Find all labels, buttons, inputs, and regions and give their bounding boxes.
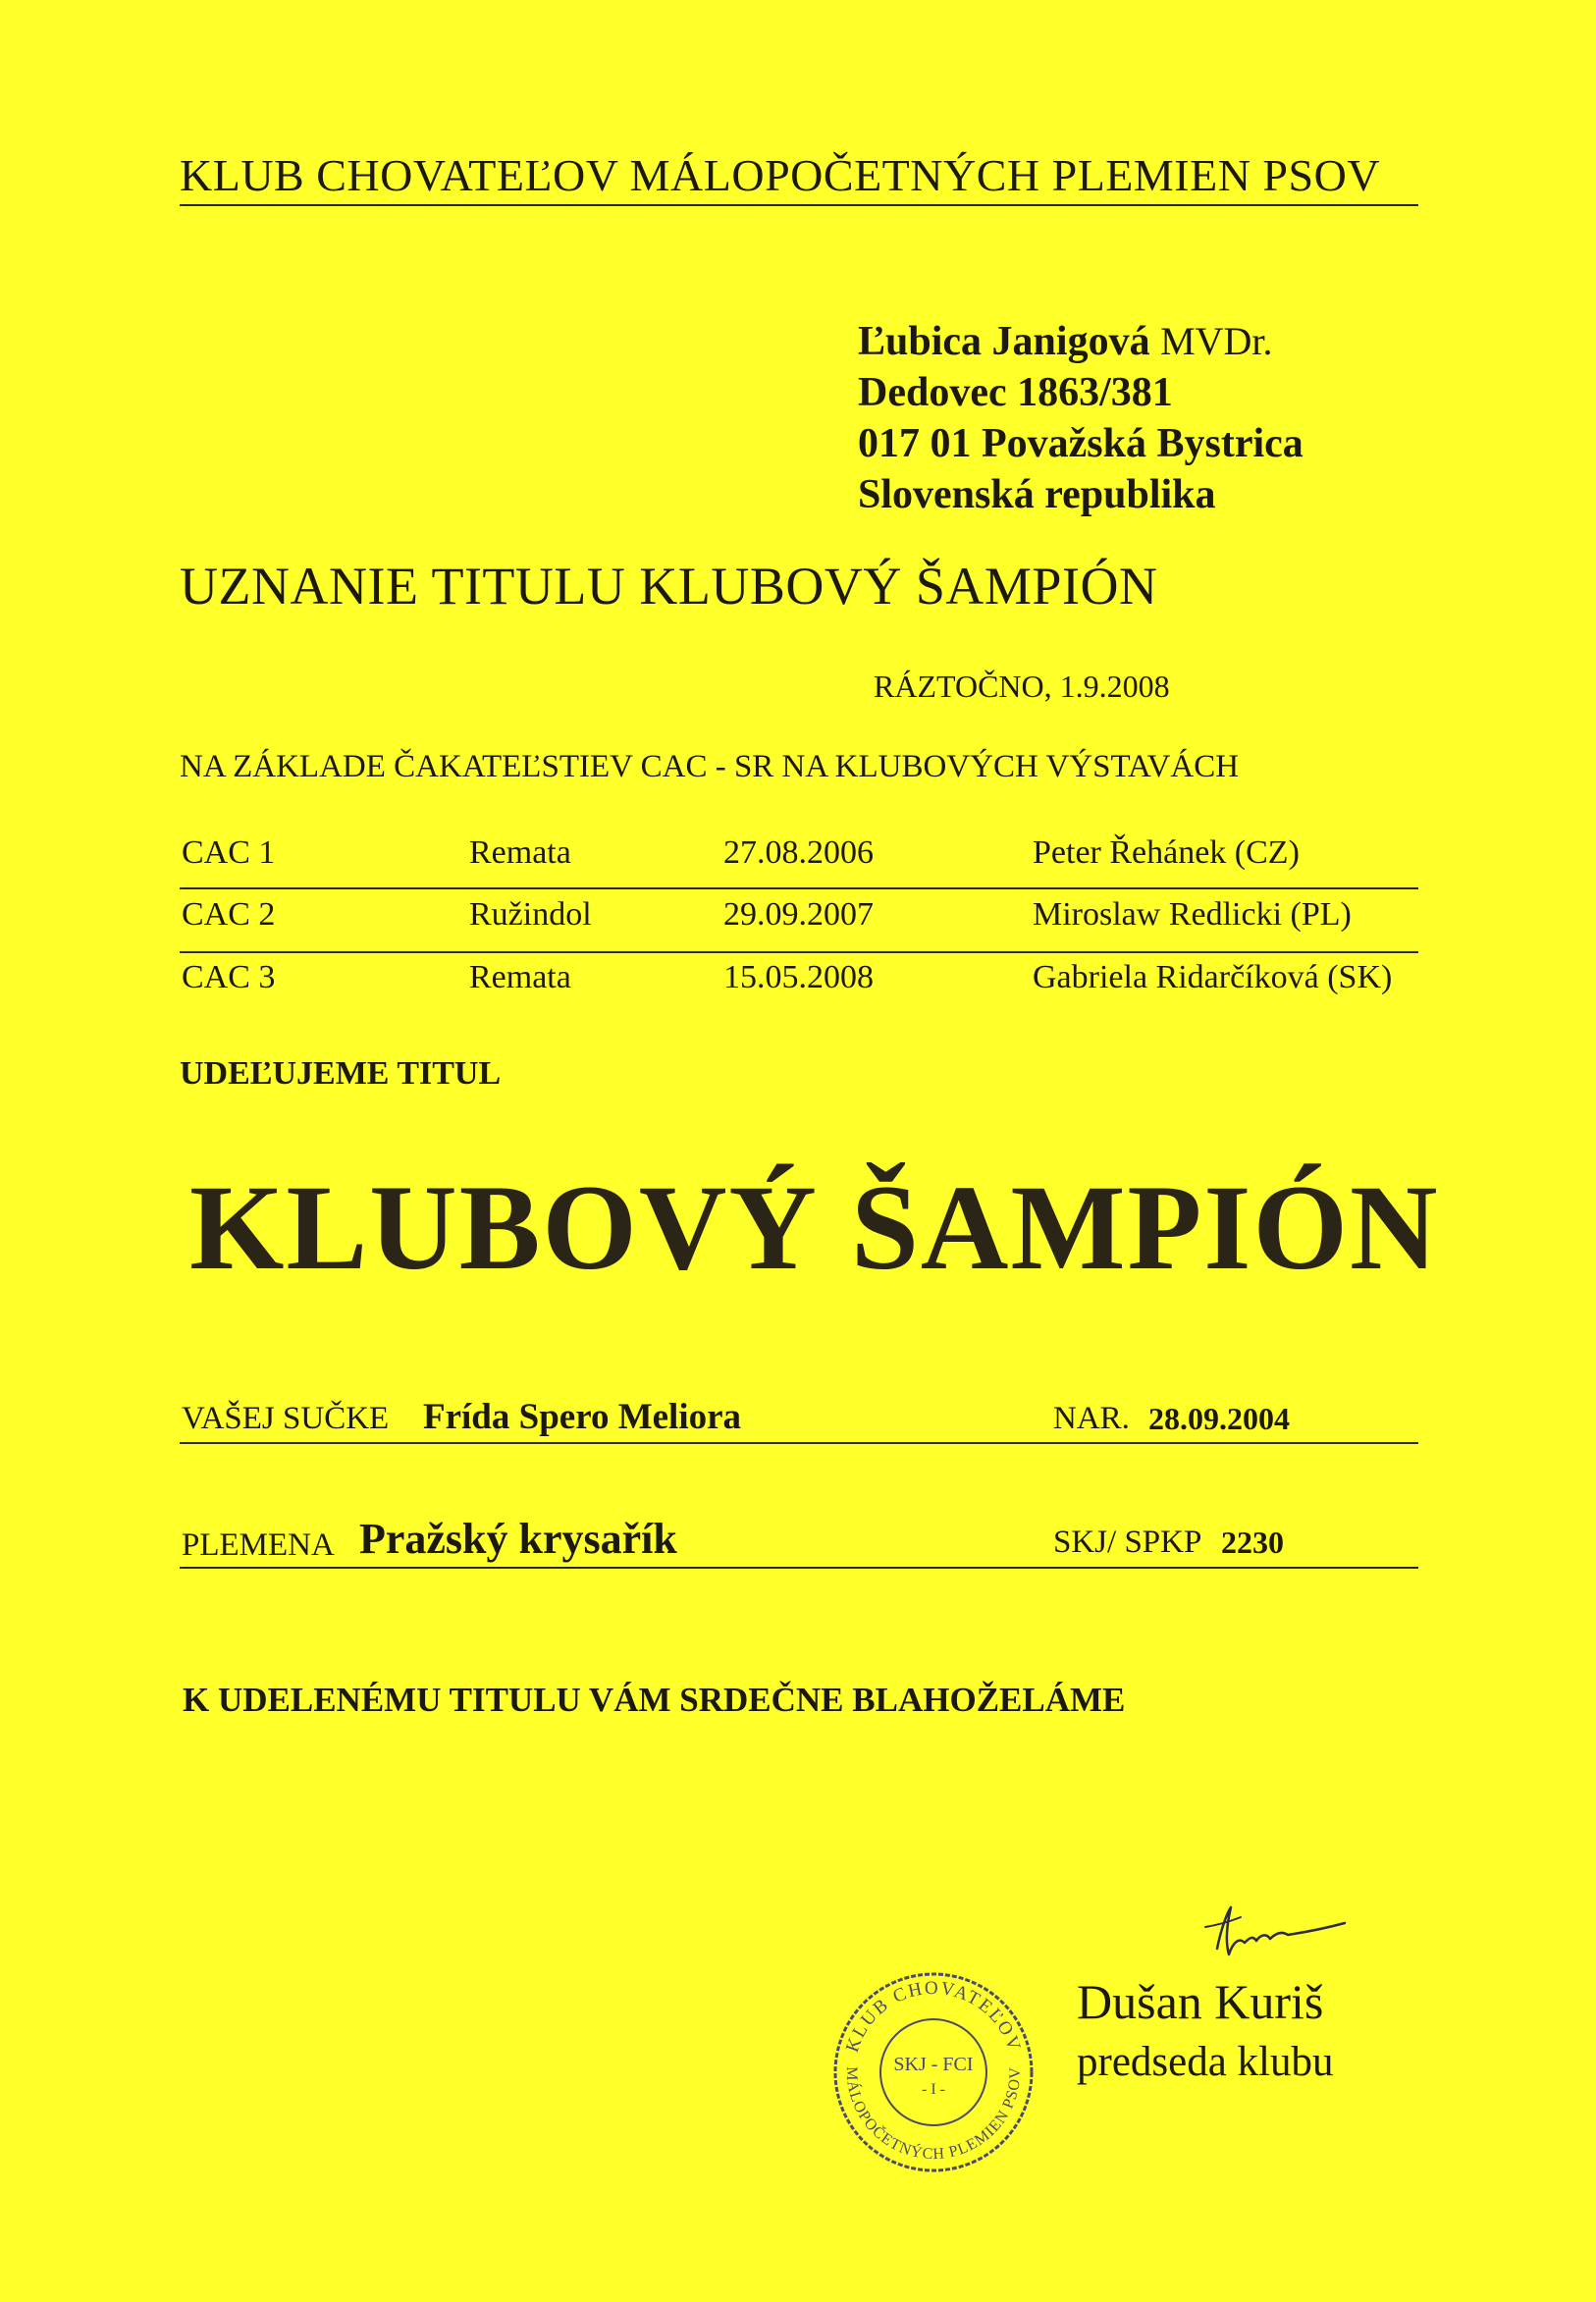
- breed-name: Pražský krysařík: [359, 1515, 677, 1563]
- congratulations-text: K UDELENÉMU TITULU VÁM SRDEČNE BLAHOŽELÁME: [183, 1681, 1126, 1719]
- stamp-center-text: SKJ - FCI: [893, 2054, 974, 2075]
- recipient-name: Ľubica Janigová: [858, 319, 1150, 364]
- born-label: NAR.: [1053, 1401, 1130, 1436]
- cac-judge: Peter Řehánek (CZ): [1033, 834, 1300, 871]
- handwritten-signature: [1197, 1900, 1364, 1973]
- cac-judge: Miroslaw Redlicki (PL): [1033, 896, 1352, 933]
- cac-label: CAC 2: [182, 896, 276, 933]
- recipient-street: Dedovec 1863/381: [858, 370, 1173, 415]
- born-date: 28.09.2004: [1148, 1401, 1290, 1436]
- stamp-bottom-text: MÁLOPOČETNÝCH PLEMIEN PSOV: [842, 2065, 1025, 2164]
- cac-date: 15.05.2008: [723, 959, 874, 995]
- recognition-title: UZNANIE TITULU KLUBOVÝ ŠAMPIÓN: [180, 557, 1158, 616]
- award-intro: UDEĽUJEME TITUL: [180, 1055, 502, 1092]
- cac-judge: Gabriela Ridarčíková (SK): [1033, 959, 1393, 995]
- signer-role: predseda klubu: [1077, 2039, 1334, 2085]
- cac-label: CAC 1: [182, 834, 276, 871]
- cac-date: 27.08.2006: [723, 834, 874, 871]
- dog-name: Frída Spero Meliora: [423, 1397, 742, 1437]
- breed-line-rule: [180, 1567, 1418, 1569]
- signer-name: Dušan Kuriš: [1077, 1974, 1324, 2029]
- stamp-center-number: - I -: [922, 2081, 945, 2098]
- cac-place: Remata: [469, 959, 571, 995]
- cac-date: 29.09.2007: [723, 896, 874, 933]
- row-rule: [180, 887, 1418, 889]
- recipient-title: MVDr.: [1160, 319, 1273, 363]
- dog-line-rule: [180, 1442, 1418, 1444]
- row-rule: [180, 951, 1418, 953]
- cac-label: CAC 3: [182, 959, 276, 995]
- recipient-city: 017 01 Považská Bystrica: [858, 421, 1303, 466]
- basis-text: NA ZÁKLADE ČAKATEĽSTIEV CAC - SR NA KLUBOVÝCH VÝSTAVÁCH: [180, 749, 1240, 784]
- dog-label: VAŠEJ SUČKE: [182, 1401, 390, 1436]
- cac-place: Remata: [469, 834, 571, 871]
- stamp-top-text: KLUB CHOVATEĽOV: [841, 1977, 1026, 2056]
- header-rule: [180, 204, 1418, 206]
- registry-number: 2230: [1221, 1525, 1284, 1560]
- recipient-country: Slovenská republika: [858, 472, 1216, 517]
- registry-label: SKJ/ SPKP: [1053, 1525, 1202, 1560]
- club-stamp: [829, 1968, 1037, 2176]
- recipient-address: [858, 316, 1303, 520]
- breed-label: PLEMENA: [182, 1527, 335, 1563]
- award-title: KLUBOVÝ ŠAMPIÓN: [189, 1160, 1440, 1295]
- cac-place: Ružindol: [469, 896, 592, 933]
- club-name-header: KLUB CHOVATEĽOV MÁLOPOČETNÝCH PLEMIEN PSOV: [180, 150, 1381, 200]
- place-date: RÁZTOČNO, 1.9.2008: [874, 669, 1170, 704]
